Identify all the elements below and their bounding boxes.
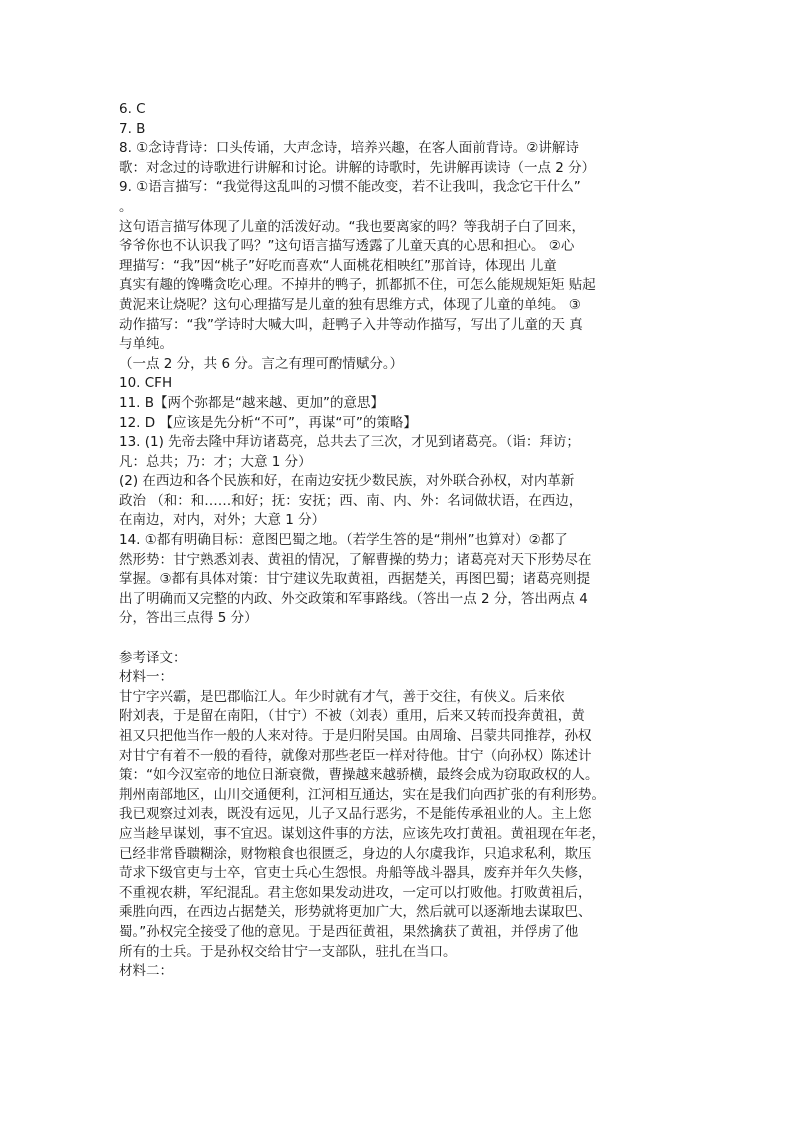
answer-14-line-4: 出了明确而又完整的内政、外交政策和军事路线。（答出一点 2 分，答出两点 4 [119,590,588,607]
answer-9-line-2: 。 [119,198,133,215]
answer-13-line-1: 13. (1) 先帝去隆中拜访诸葛亮，总共去了三次，才见到诸葛亮。（诣：拜访； [119,434,580,451]
answer-11: 11. B【两个弥都是“越来越、更加”的意思】 [119,394,385,411]
document-body [119,100,689,982]
answer-13-line-3: (2) 在西边和各个民族和好，在南边安抚少数民族，对外联合孙权，对内革新 [119,473,575,490]
answer-7: 7. B [119,120,146,137]
translation-section [119,649,689,982]
answer-6: 6. C [119,101,146,117]
answer-8-line-1: 8. ①念诗背诗：口头传诵，大声念诗，培养兴趣，在客人面前背诗。②讲解诗 [119,140,579,157]
answer-9-line-5: 理描写：“我”因“桃子”好吃而喜欢“人面桃花相映红”那首诗，体现出 儿童 [119,257,557,274]
material-1-label: 材料一： [119,669,173,686]
material-1-line-5: 策：“如今汉室帝的地位日渐衰微，曹操越来越骄横，最终会成为窃取政权的人。 [119,767,599,784]
material-1-line-9: 已经非常昏聩糊涂，财物粮食也很匮乏，身边的人尔虞我诈，只追求私利，欺压 [119,845,592,862]
answer-14-line-2: 然形势：甘宁熟悉刘表、黄祖的情况，了解曹操的势力；诸葛亮对天下形势尽在 [119,551,592,568]
section-spacer [119,629,689,649]
answer-9-line-3: 这句语言描写体现了儿童的活泼好动。“我也要离家的吗？等我胡子白了回来， [119,218,585,235]
answer-10: 10. CFH [119,375,173,392]
material-1-line-7: 我已观察过刘表，既没有远见，儿子又品行恶劣，不是能传承祖业的人。主上您 [119,806,592,823]
answer-13-line-5: 在南边，对内，对外；大意 1 分） [119,512,326,529]
material-1-line-13: 蜀。”孙权完全接受了他的意见。于是西征黄祖，果然擒获了黄祖，并俘虏了他 [119,923,579,940]
answer-14-line-1: 14. ①都有明确目标：意图巴蜀之地。（若学生答的是“荆州”也算对）②都了 [119,532,568,549]
answer-9-line-4: 爷爷你也不认识我了吗？”这句语言描写透露了儿童天真的心思和担心。 ②心 [119,238,575,255]
answer-9-scoring: （一点 2 分，共 6 分。言之有理可酌情赋分。） [119,355,404,372]
material-1-line-6: 荆州南部地区，山川交通便利，江河相互通达，实在是我们向西扩张的有利形势。 [119,786,605,803]
material-1-line-2: 附刘表，于是留在南阳，（甘宁）不被（刘表）重用，后来又转而投奔黄祖，黄 [119,708,585,725]
translation-heading: 参考译文： [119,649,187,666]
material-1-line-1: 甘宁字兴霸，是巴郡临江人。年少时就有才气，善于交往，有侠义。后来依 [119,688,565,705]
answer-14-line-5: 分，答出三点得 5 分） [119,610,258,627]
answer-9-line-8: 动作描写：“我”学诗时大喊大叫，赶鸭子入井等动作描写，写出了儿童的天 真 [119,316,583,333]
answer-section [119,100,689,629]
material-1-line-8: 应当趁早谋划，事不宜迟。谋划这件事的方法，应该先攻打黄祖。黄祖现在年老， [119,825,605,842]
material-1-line-4: 对甘宁有着不一般的看待，就像对那些老臣一样对待他。甘宁（向孙权）陈述计 [119,747,592,764]
answer-13-line-2: 凡：总共；乃：才；大意 1 分） [119,453,312,470]
material-1-line-14: 所有的士兵。于是孙权交给甘宁一支部队，驻扎在当口。 [119,943,457,960]
answer-9-line-7: 黄泥来让烧呢？这句心理描写是儿童的独有思维方式，体现了儿童的单纯。 ③ [119,296,581,313]
material-1-line-12: 乘胜向西，在西边占据楚关，形势就将更加广大，然后就可以逐渐地去谋取巴、 [119,904,592,921]
answer-13-line-4: 政治 （和：和……和好；抚：安抚；西、南、内、外：名词做状语，在西边， [119,492,583,509]
material-1-line-10: 苛求下级官吏与士卒，官吏士兵心生怨恨。舟船等战斗器具，废弃并年久失修， [119,865,592,882]
answer-8-line-2: 歌：对念过的诗歌进行讲解和讨论。讲解的诗歌时，先讲解再读诗（一点 2 分） [119,159,596,176]
material-1-line-11: 不重视农耕，军纪混乱。君主您如果发动进攻，一定可以打败他。打败黄祖后， [119,884,592,901]
answer-9-line-6: 真实有趣的馋嘴贪吃心理。不掉井的鸭子，抓都抓不住，可怎么能规规矩矩 贴起 [119,277,596,294]
material-2-label: 材料二： [119,963,173,980]
answer-9-line-9: 与单纯。 [119,336,173,353]
answer-12: 12. D 【应该是先分析“不可”，再谋“可”的策略】 [119,414,417,431]
material-1-line-3: 祖又只把他当作一般的人来对待。于是归附吴国。由周瑜、吕蒙共同推荐，孙权 [119,728,592,744]
answer-14-line-3: 掌握。③都有具体对策：甘宁建议先取黄祖，西据楚关，再图巴蜀；诸葛亮则提 [119,571,591,588]
answer-9-line-1: 9. ①语言描写：“我觉得这乱叫的习惯不能改变，若不让我叫，我念它干什么” [119,179,581,196]
